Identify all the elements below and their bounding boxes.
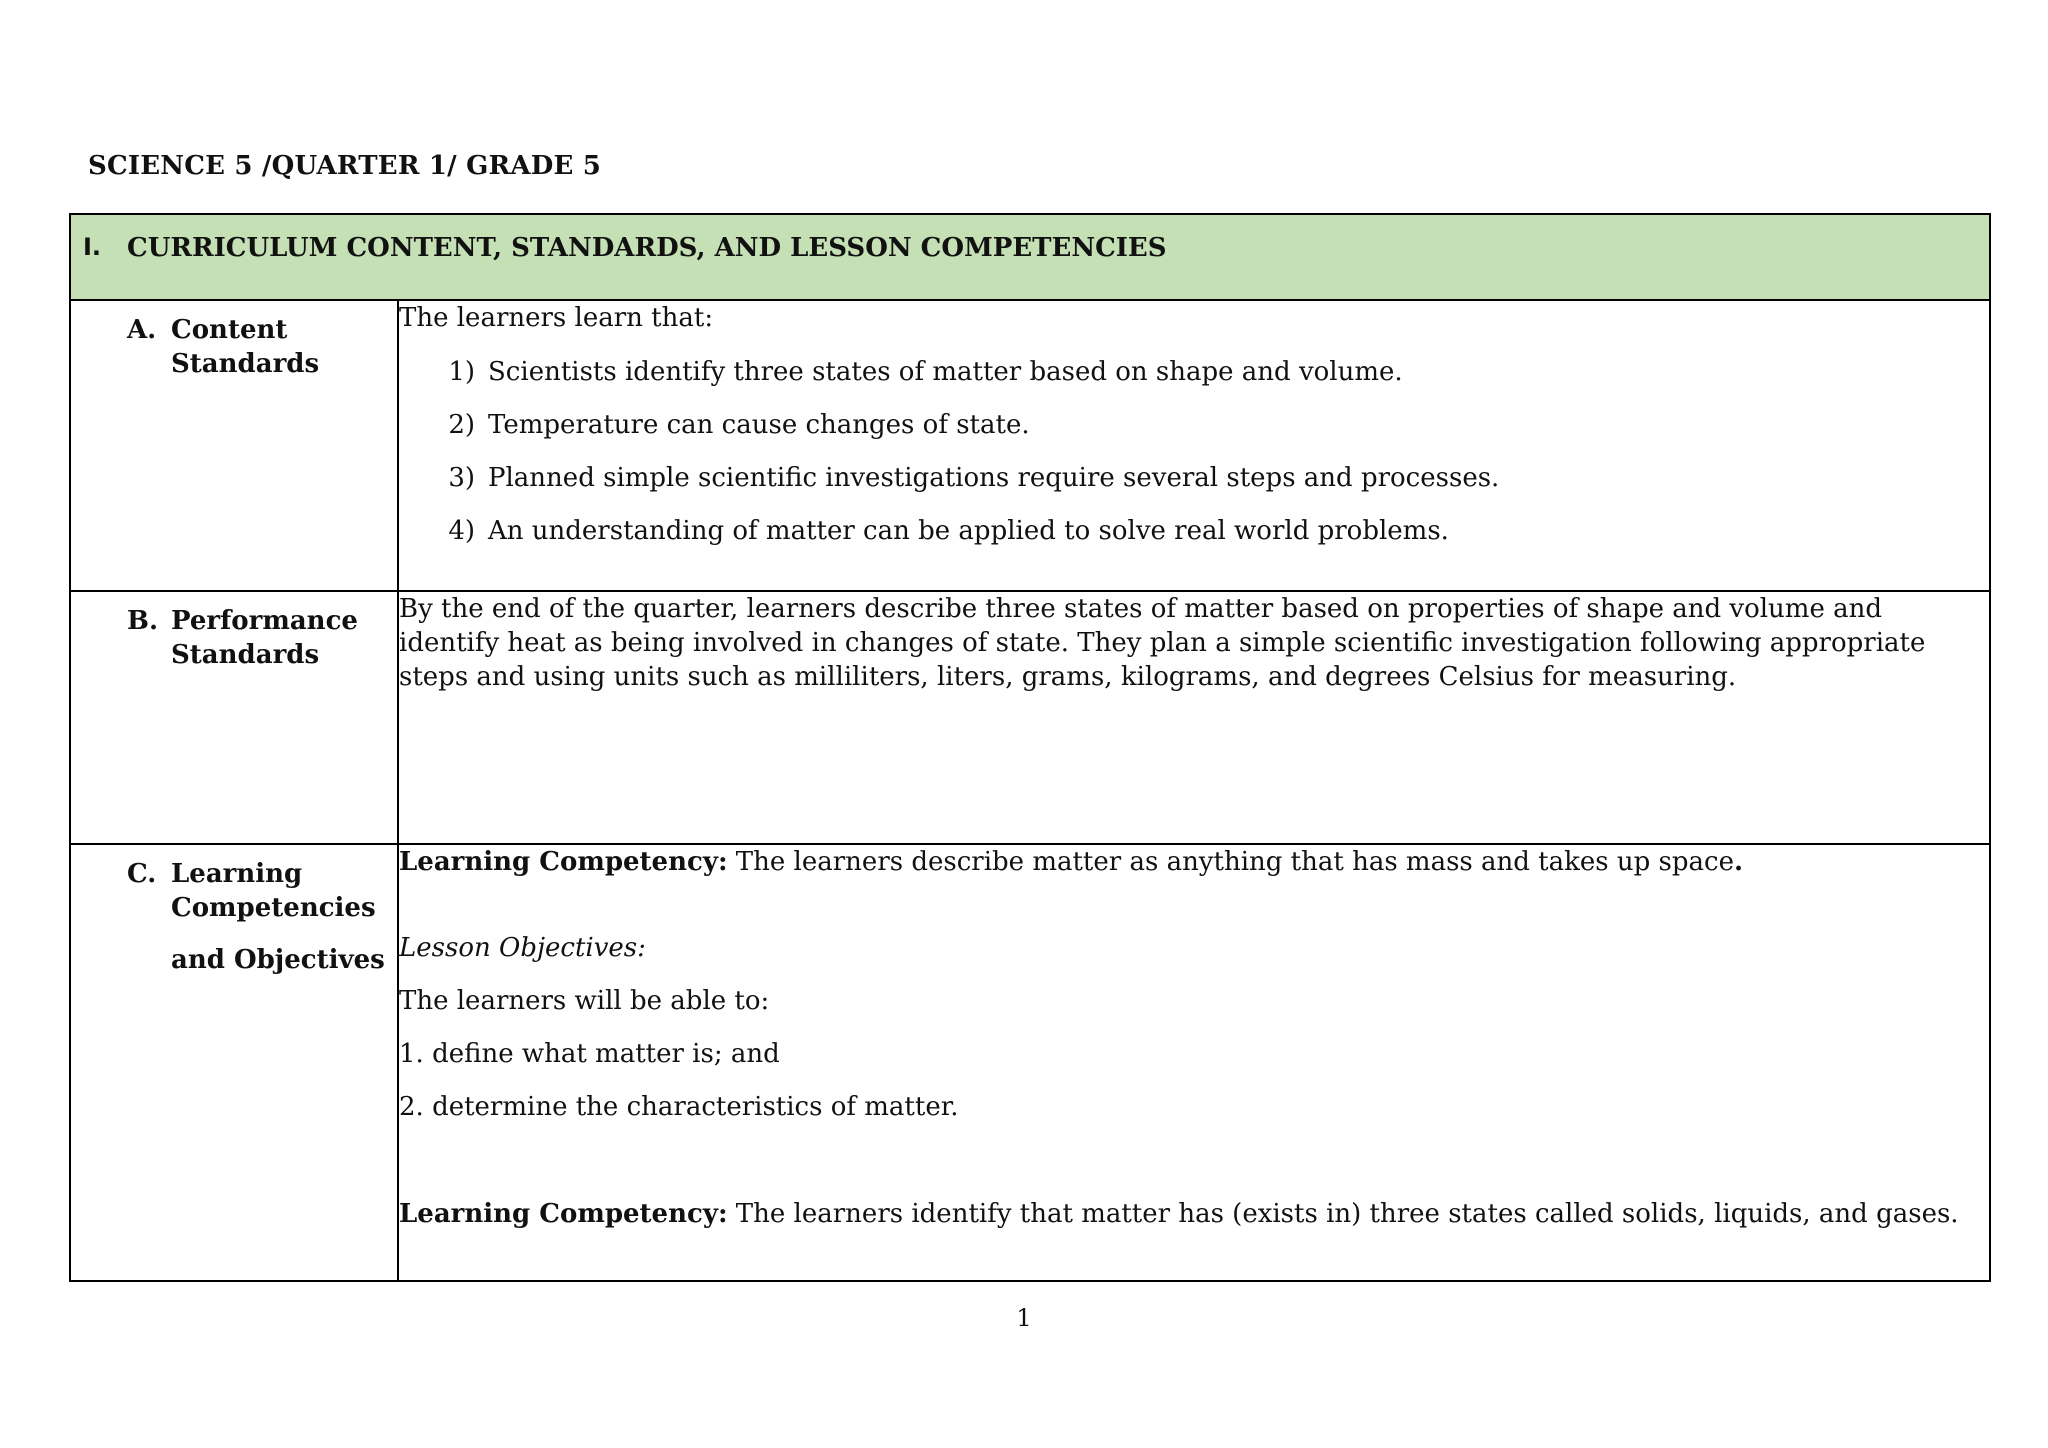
content-standards-body	[398, 300, 1990, 591]
lesson-objectives-intro: The learners will be able to:	[399, 986, 770, 1016]
section-header-row	[70, 214, 1990, 300]
list-item-text: Temperature can cause changes of state.	[488, 410, 1030, 440]
learning-competencies-label-extra: and Objectives	[171, 945, 385, 975]
list-item-text: An understanding of matter can be applied to solve real world problems.	[488, 516, 1449, 546]
learning-competencies-label: Learning Competencies	[171, 859, 376, 923]
section-title: CURRICULUM CONTENT, STANDARDS, AND LESSON COMPETENCIES	[127, 233, 1167, 263]
curriculum-table	[69, 213, 1991, 1282]
competency-one-label: Learning Competency:	[399, 847, 728, 877]
list-item	[399, 461, 1989, 495]
section-header-cell	[70, 214, 1990, 300]
content-standards-row	[70, 300, 1990, 591]
content-standards-list	[399, 355, 1989, 548]
competency-two	[399, 1197, 1989, 1231]
list-item-text: Scientists identify three states of matter based on shape and volume.	[488, 357, 1403, 387]
competency-one-period: .	[1733, 847, 1744, 877]
performance-standards-row	[70, 591, 1990, 844]
list-item-number: 4)	[448, 516, 475, 546]
row-letter: B.	[127, 606, 159, 636]
performance-standards-text: By the end of the quarter, learners describe three states of matter based on properties of shape and volume and identify heat as being involved in changes of state. They plan a simple scientific investigation following appropriate steps and using units such as milliliters, liters, grams, kilograms, and degrees Celsius for measuring.	[399, 594, 1926, 692]
competency-two-text: The learners identify that matter has (exists in) three states called solids, liquids, and gases.	[727, 1199, 1959, 1229]
learning-competencies-body	[398, 844, 1990, 1281]
performance-standards-body	[398, 591, 1990, 844]
list-item-number: 1)	[448, 357, 475, 387]
list-item-text: Planned simple scientific investigations require several steps and processes.	[488, 463, 1500, 493]
section-number: I.	[83, 233, 102, 261]
list-item	[399, 514, 1989, 548]
content-standards-label: Content Standards	[171, 315, 320, 379]
row-letter: C.	[127, 859, 157, 889]
document-title: SCIENCE 5 /QUARTER 1/ GRADE 5	[88, 151, 602, 181]
competency-one-text: The learners describe matter as anything that has mass and takes up space	[727, 847, 1734, 877]
list-item-number: 2)	[448, 410, 475, 440]
list-item-number: 3)	[448, 463, 475, 493]
lesson-objectives-heading: Lesson Objectives:	[399, 933, 646, 963]
objective-item: 1. define what matter is; and	[399, 1039, 780, 1069]
objective-item: 2. determine the characteristics of matter.	[399, 1092, 959, 1122]
performance-standards-label-cell	[70, 591, 398, 844]
competency-two-label: Learning Competency:	[399, 1199, 728, 1229]
list-item	[399, 355, 1989, 389]
competency-one	[399, 845, 1989, 879]
content-standards-label-cell	[70, 300, 398, 591]
page-number: 1	[1016, 1304, 1032, 1332]
learning-competencies-label-cell	[70, 844, 398, 1281]
row-letter: A.	[127, 315, 157, 345]
content-standards-intro: The learners learn that:	[399, 303, 714, 333]
performance-standards-label: Performance Standards	[171, 606, 358, 670]
learning-competencies-row	[70, 844, 1990, 1281]
list-item	[399, 408, 1989, 442]
